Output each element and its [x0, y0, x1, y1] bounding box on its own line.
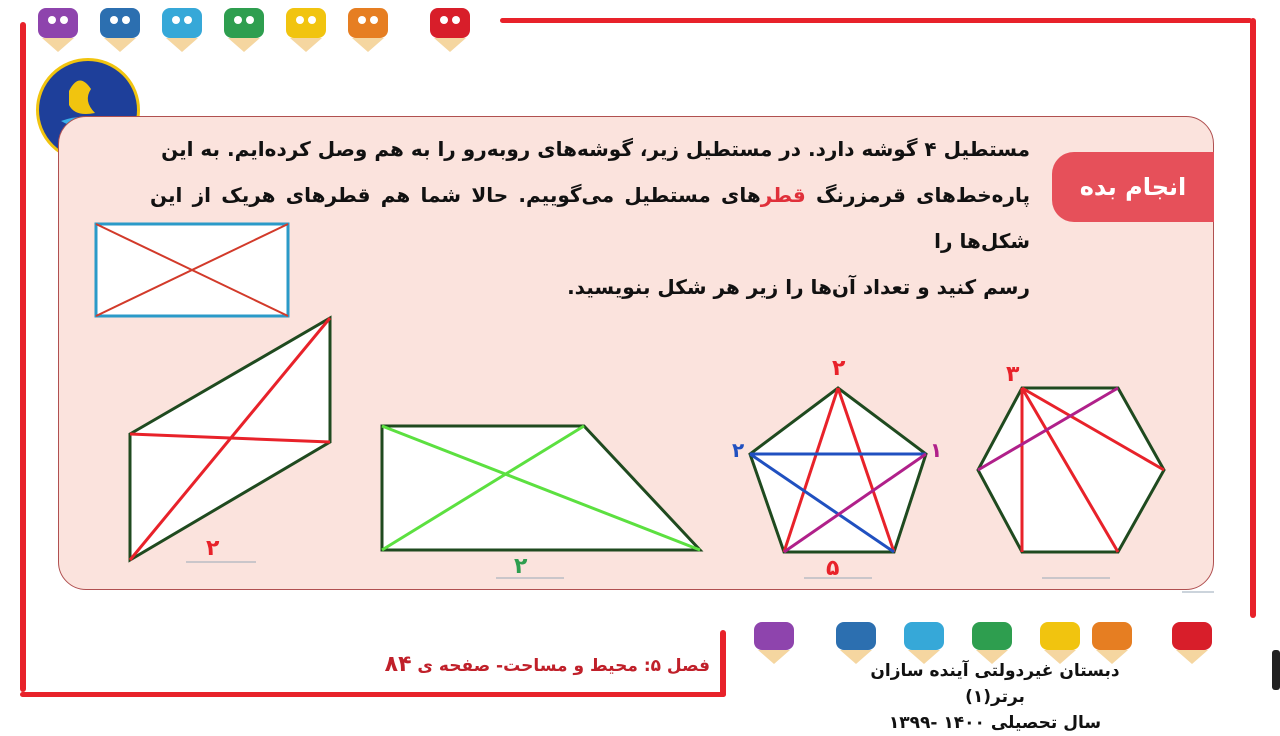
trapezoid-shape: [382, 426, 700, 578]
pentagon-shape: [750, 388, 926, 578]
do-it-label: انجام بده: [1079, 173, 1187, 201]
pentagon-label-top: ۲: [832, 356, 846, 381]
trapezoid-count: ۲: [514, 554, 528, 579]
hexagon-shape: [978, 388, 1164, 578]
diagonal-word: قطر: [760, 183, 806, 207]
pentagon-label-right: ۱: [930, 438, 943, 462]
scrollbar-thumb[interactable]: [1272, 650, 1280, 690]
chapter-title: فصل ۵: محیط و مساحت- صفحه ی: [411, 656, 710, 676]
chapter-footer: [330, 652, 710, 677]
pentagon-label-left: ۲: [732, 438, 745, 462]
instruction-line-2-end: های مستطیل می‌گوییم. حالا شما هم قطرهای هریک از این شکل‌ها را: [150, 183, 1030, 253]
parallelogram-count: ۲: [206, 536, 220, 561]
instruction-line-2-start: پاره‌خط‌های قرمزرنگ: [805, 183, 1030, 207]
school-name: دبستان غیردولتی آینده سازان برتر(۱): [870, 661, 1120, 707]
example-rectangle: [96, 224, 288, 316]
school-footer: [840, 658, 1150, 736]
page-number: ۸۴: [384, 652, 412, 677]
hexagon-label: ۳: [1006, 362, 1020, 387]
instruction-line-1: مستطیل ۴ گوشه دارد. در مستطیل زیر، گوشه‌های روبه‌رو را به هم وصل کرده‌ایم. به این: [161, 137, 1030, 161]
school-year: سال تحصیلی ۱۴۰۰ -۱۳۹۹: [888, 713, 1102, 733]
pentagon-count: ۵: [826, 556, 840, 581]
instruction-line-3: رسم کنید و تعداد آن‌ها را زیر هر شکل بنویسید.: [567, 275, 1030, 299]
parallelogram-shape: [130, 318, 330, 562]
